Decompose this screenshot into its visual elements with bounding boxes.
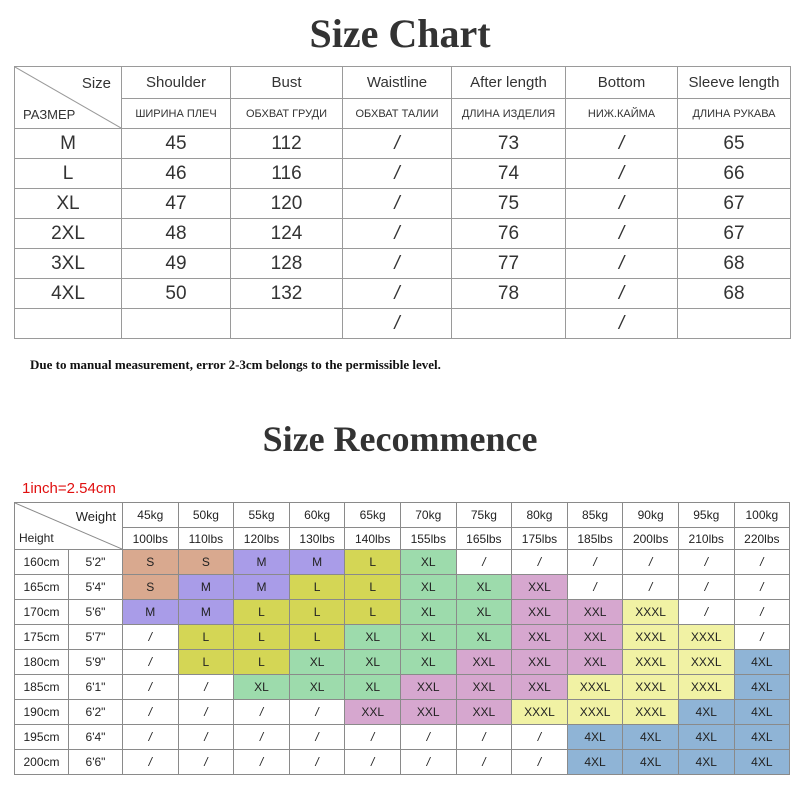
size-recommendation-cell: 4XL [734,650,790,675]
measurement-cell: 78 [452,279,566,309]
size-recommendation-cell: XXXL [678,625,734,650]
size-recommendation-cell: XXXL [678,650,734,675]
size-label-cell: 2XL [15,219,122,249]
measurement-cell: 68 [678,249,791,279]
weight-kg-cell: 45kg [123,503,179,528]
weight-lbs-cell: 110lbs [178,528,234,550]
col-header-shoulder: Shoulder [122,67,231,99]
height-cm-cell: 165cm [15,575,69,600]
size-recommendation-cell: / [678,550,734,575]
measurement-cell: 76 [452,219,566,249]
size-recommendation-cell: XL [400,625,456,650]
size-recommendation-cell: S [123,550,179,575]
weight-lbs-cell: 100lbs [123,528,179,550]
size-recommendation-cell: / [512,550,568,575]
weight-lbs-cell: 185lbs [567,528,623,550]
size-recommendation-cell: / [178,725,234,750]
height-cm-cell: 170cm [15,600,69,625]
col-header-ru: ОБХВАТ ТАЛИИ [343,99,452,129]
size-recommendation-cell: XL [289,650,345,675]
size-label-cell: 4XL [15,279,122,309]
measurement-cell: 116 [231,159,343,189]
height-cm-cell: 200cm [15,750,69,775]
measurement-cell: 67 [678,189,791,219]
size-recommendation-cell: 4XL [678,750,734,775]
size-recommendation-cell: / [567,575,623,600]
height-ft-cell: 5'9" [69,650,123,675]
size-recommendation-cell: XXXL [567,675,623,700]
height-row [15,700,790,725]
size-recommendation-cell: XL [345,675,401,700]
size-recommendation-cell: XL [400,575,456,600]
size-recommendation-cell: XXXL [623,675,679,700]
size-chart-row [15,129,791,159]
size-recommendation-cell: XL [234,675,290,700]
size-recommendation-cell: 4XL [678,700,734,725]
weight-lbs-cell: 165lbs [456,528,512,550]
measurement-cell: / [343,159,452,189]
col-header-waistline: Waistline [343,67,452,99]
size-recommendation-cell: L [289,625,345,650]
size-recommendation-cell: L [234,650,290,675]
size-recommendation-cell: S [123,575,179,600]
size-recommendation-cell: / [345,725,401,750]
measurement-cell: 128 [231,249,343,279]
height-cm-cell: 190cm [15,700,69,725]
size-chart-row [15,309,791,339]
measurement-cell: 47 [122,189,231,219]
size-recommendation-cell: 4XL [567,725,623,750]
size-recommendation-cell: XXXL [623,700,679,725]
size-recommendation-cell: M [178,575,234,600]
size-recommendation-cell: / [400,725,456,750]
measurement-cell: / [343,279,452,309]
measurement-cell: 124 [231,219,343,249]
size-recommendation-cell: / [178,750,234,775]
weight-lbs-cell: 210lbs [678,528,734,550]
measurement-cell: 120 [231,189,343,219]
size-recommendation-cell: L [289,600,345,625]
weight-kg-cell: 60kg [289,503,345,528]
size-recommendation-cell: XXL [567,625,623,650]
size-recommendation-cell: XXL [512,600,568,625]
size-recommendation-cell: M [289,550,345,575]
height-cm-cell: 185cm [15,675,69,700]
size-chart-header-en [15,67,791,99]
measurement-cell: 49 [122,249,231,279]
col-header-ru: ШИРИНА ПЛЕЧ [122,99,231,129]
recommend-corner [15,503,123,550]
size-recommendation-cell: 4XL [734,750,790,775]
size-chart-title: Size Chart [309,11,491,56]
size-recommendation-cell: XXL [512,625,568,650]
weight-lbs-cell: 140lbs [345,528,401,550]
size-recommendation-cell: / [234,725,290,750]
size-recommendation-cell: L [345,575,401,600]
weight-kg-cell: 80kg [512,503,568,528]
height-row [15,650,790,675]
measurement-cell: / [343,249,452,279]
size-recommendation-cell: L [178,650,234,675]
size-recommendation-cell: / [289,725,345,750]
measurement-note: Due to manual measurement, error 2-3cm belongs to the permissible level. [30,357,441,372]
size-recommendation-cell: M [234,550,290,575]
size-chart-corner [15,67,122,129]
size-recommendation-cell: XXL [512,675,568,700]
size-recommendation-cell: XXXL [567,700,623,725]
size-recommendation-cell: L [345,550,401,575]
size-chart-header-ru [15,99,791,129]
size-recommendation-cell: / [234,700,290,725]
size-recommendation-cell: / [734,575,790,600]
size-recommendation-cell: XXL [567,600,623,625]
measurement-cell: / [566,309,678,339]
height-ft-cell: 6'2" [69,700,123,725]
size-chart-table [14,66,791,339]
weight-kg-cell: 90kg [623,503,679,528]
height-ft-cell: 6'6" [69,750,123,775]
size-recommendation-cell: XXL [456,700,512,725]
height-ft-cell: 6'4" [69,725,123,750]
corner-size-label: Size [81,75,111,92]
weight-lbs-cell: 155lbs [400,528,456,550]
size-recommendation-cell: / [178,675,234,700]
size-recommend-body [15,550,790,775]
corner-razmer-label: РАЗМЕР [23,107,76,122]
height-row [15,675,790,700]
weight-kg-cell: 75kg [456,503,512,528]
size-recommendation-cell: 4XL [734,725,790,750]
size-recommendation-cell: / [512,750,568,775]
size-recommendation-cell: / [456,725,512,750]
col-header-ru: НИЖ.КАЙМА [566,99,678,129]
measurement-cell: 67 [678,219,791,249]
size-recommendation-cell: 4XL [623,750,679,775]
size-recommendation-cell: / [234,750,290,775]
weight-kg-row [15,503,790,528]
size-label-cell: L [15,159,122,189]
weight-lbs-cell: 220lbs [734,528,790,550]
height-cm-cell: 160cm [15,550,69,575]
size-recommendation-cell: / [734,625,790,650]
size-recommendation-cell: / [567,550,623,575]
size-recommendation-cell: / [400,750,456,775]
size-recommendation-cell: XL [456,600,512,625]
measurement-cell: 75 [452,189,566,219]
size-recommendation-cell: / [512,725,568,750]
size-recommendation-cell: XXL [400,700,456,725]
size-recommendation-cell: / [123,750,179,775]
measurement-cell: / [343,189,452,219]
size-recommendation-cell: / [123,650,179,675]
weight-lbs-cell: 175lbs [512,528,568,550]
height-ft-cell: 5'2" [69,550,123,575]
size-recommendation-cell: L [234,600,290,625]
measurement-cell [678,309,791,339]
size-chart-row [15,219,791,249]
height-row [15,575,790,600]
size-recommendation-cell: XL [345,625,401,650]
size-recommend-title: Size Recommence [262,419,538,459]
col-header-bottom: Bottom [566,67,678,99]
measurement-cell: 45 [122,129,231,159]
size-recommendation-cell: / [178,700,234,725]
size-recommendation-cell: XXL [567,650,623,675]
size-recommendation-cell: XXXL [678,675,734,700]
measurement-cell: 48 [122,219,231,249]
size-label-cell [15,309,122,339]
col-header-bust: Bust [231,67,343,99]
measurement-cell: / [343,129,452,159]
size-recommendation-cell: M [234,575,290,600]
size-recommendation-cell: / [123,725,179,750]
height-row [15,550,790,575]
size-recommendation-cell: L [345,600,401,625]
size-recommendation-cell: XXL [456,675,512,700]
weight-kg-cell: 55kg [234,503,290,528]
size-recommendation-cell: XXL [512,650,568,675]
height-cm-cell: 180cm [15,650,69,675]
size-recommendation-cell: / [734,550,790,575]
height-row [15,725,790,750]
size-recommendation-cell: / [623,575,679,600]
measurement-cell: 65 [678,129,791,159]
size-recommendation-cell: / [123,675,179,700]
weight-kg-cell: 95kg [678,503,734,528]
size-recommendation-cell: / [623,550,679,575]
size-chart-row [15,249,791,279]
col-header-ru: ДЛИНА ИЗДЕЛИЯ [452,99,566,129]
weight-kg-cell: 100kg [734,503,790,528]
size-recommendation-cell: M [123,600,179,625]
size-recommendation-cell: 4XL [734,700,790,725]
size-label-cell: XL [15,189,122,219]
measurement-cell: 66 [678,159,791,189]
weight-kg-cell: 70kg [400,503,456,528]
size-recommendation-cell: / [734,600,790,625]
size-recommendation-cell: XXXL [623,650,679,675]
measurement-cell: / [566,249,678,279]
measurement-cell: 132 [231,279,343,309]
height-row [15,750,790,775]
col-header-ru: ОБХВАТ ГРУДИ [231,99,343,129]
height-row [15,625,790,650]
col-header-after-length: After length [452,67,566,99]
size-recommendation-cell: XXL [456,650,512,675]
size-recommendation-cell: / [345,750,401,775]
measurement-cell: / [566,129,678,159]
weight-kg-cell: 50kg [178,503,234,528]
weight-lbs-cell: 120lbs [234,528,290,550]
size-recommendation-cell: XL [345,650,401,675]
size-recommendation-cell: XXXL [623,625,679,650]
measurement-cell: 74 [452,159,566,189]
corner-weight-label: Weight [75,509,116,524]
weight-lbs-row [15,528,790,550]
measurement-cell [122,309,231,339]
size-chart-row [15,159,791,189]
size-label-cell: M [15,129,122,159]
size-recommendation-cell: 4XL [623,725,679,750]
measurement-cell: / [566,279,678,309]
measurement-cell [452,309,566,339]
size-recommendation-cell: XL [400,650,456,675]
height-row [15,600,790,625]
measurement-cell: 73 [452,129,566,159]
weight-lbs-cell: 200lbs [623,528,679,550]
col-header-ru: ДЛИНА РУКАВА [678,99,791,129]
size-recommendation-cell: / [289,750,345,775]
col-header-sleeve-length: Sleeve length [678,67,791,99]
size-recommendation-cell: XL [400,600,456,625]
measurement-cell: 68 [678,279,791,309]
height-ft-cell: 6'1" [69,675,123,700]
size-recommendation-cell: XXL [400,675,456,700]
measurement-cell: 77 [452,249,566,279]
size-label-cell: 3XL [15,249,122,279]
measurement-cell: / [566,159,678,189]
size-recommendation-cell: / [456,750,512,775]
size-recommendation-cell: XL [289,675,345,700]
height-ft-cell: 5'6" [69,600,123,625]
size-chart-row [15,279,791,309]
measurement-cell [231,309,343,339]
size-recommendation-cell: XXL [512,575,568,600]
size-recommendation-cell: / [123,700,179,725]
size-recommendation-cell: 4XL [734,675,790,700]
size-recommendation-cell: / [678,575,734,600]
height-ft-cell: 5'4" [69,575,123,600]
measurement-cell: / [566,189,678,219]
size-recommendation-cell: XL [456,575,512,600]
size-recommendation-cell: XL [400,550,456,575]
measurement-cell: / [343,219,452,249]
size-recommendation-cell: / [123,625,179,650]
size-recommendation-cell: XXL [345,700,401,725]
height-cm-cell: 175cm [15,625,69,650]
size-chart-row [15,189,791,219]
size-recommendation-cell: 4XL [678,725,734,750]
size-chart-body [15,129,791,339]
measurement-cell: 46 [122,159,231,189]
size-recommendation-cell: / [289,700,345,725]
size-recommendation-cell: L [234,625,290,650]
size-recommendation-cell: 4XL [567,750,623,775]
size-recommendation-cell: / [456,550,512,575]
measurement-cell: 50 [122,279,231,309]
measurement-cell: / [343,309,452,339]
height-ft-cell: 5'7" [69,625,123,650]
size-recommend-table [14,502,790,775]
size-recommendation-cell: XXXL [623,600,679,625]
measurement-cell: / [566,219,678,249]
size-recommendation-cell: L [178,625,234,650]
measurement-cell: 112 [231,129,343,159]
corner-height-label: Height [19,531,54,545]
size-recommendation-cell: / [678,600,734,625]
size-recommendation-cell: L [289,575,345,600]
weight-kg-cell: 85kg [567,503,623,528]
weight-lbs-cell: 130lbs [289,528,345,550]
inch-conversion-note: 1inch=2.54cm [22,480,116,497]
height-cm-cell: 195cm [15,725,69,750]
size-recommendation-cell: M [178,600,234,625]
size-recommendation-cell: XXXL [512,700,568,725]
size-recommendation-cell: XL [456,625,512,650]
weight-kg-cell: 65kg [345,503,401,528]
size-recommendation-cell: S [178,550,234,575]
